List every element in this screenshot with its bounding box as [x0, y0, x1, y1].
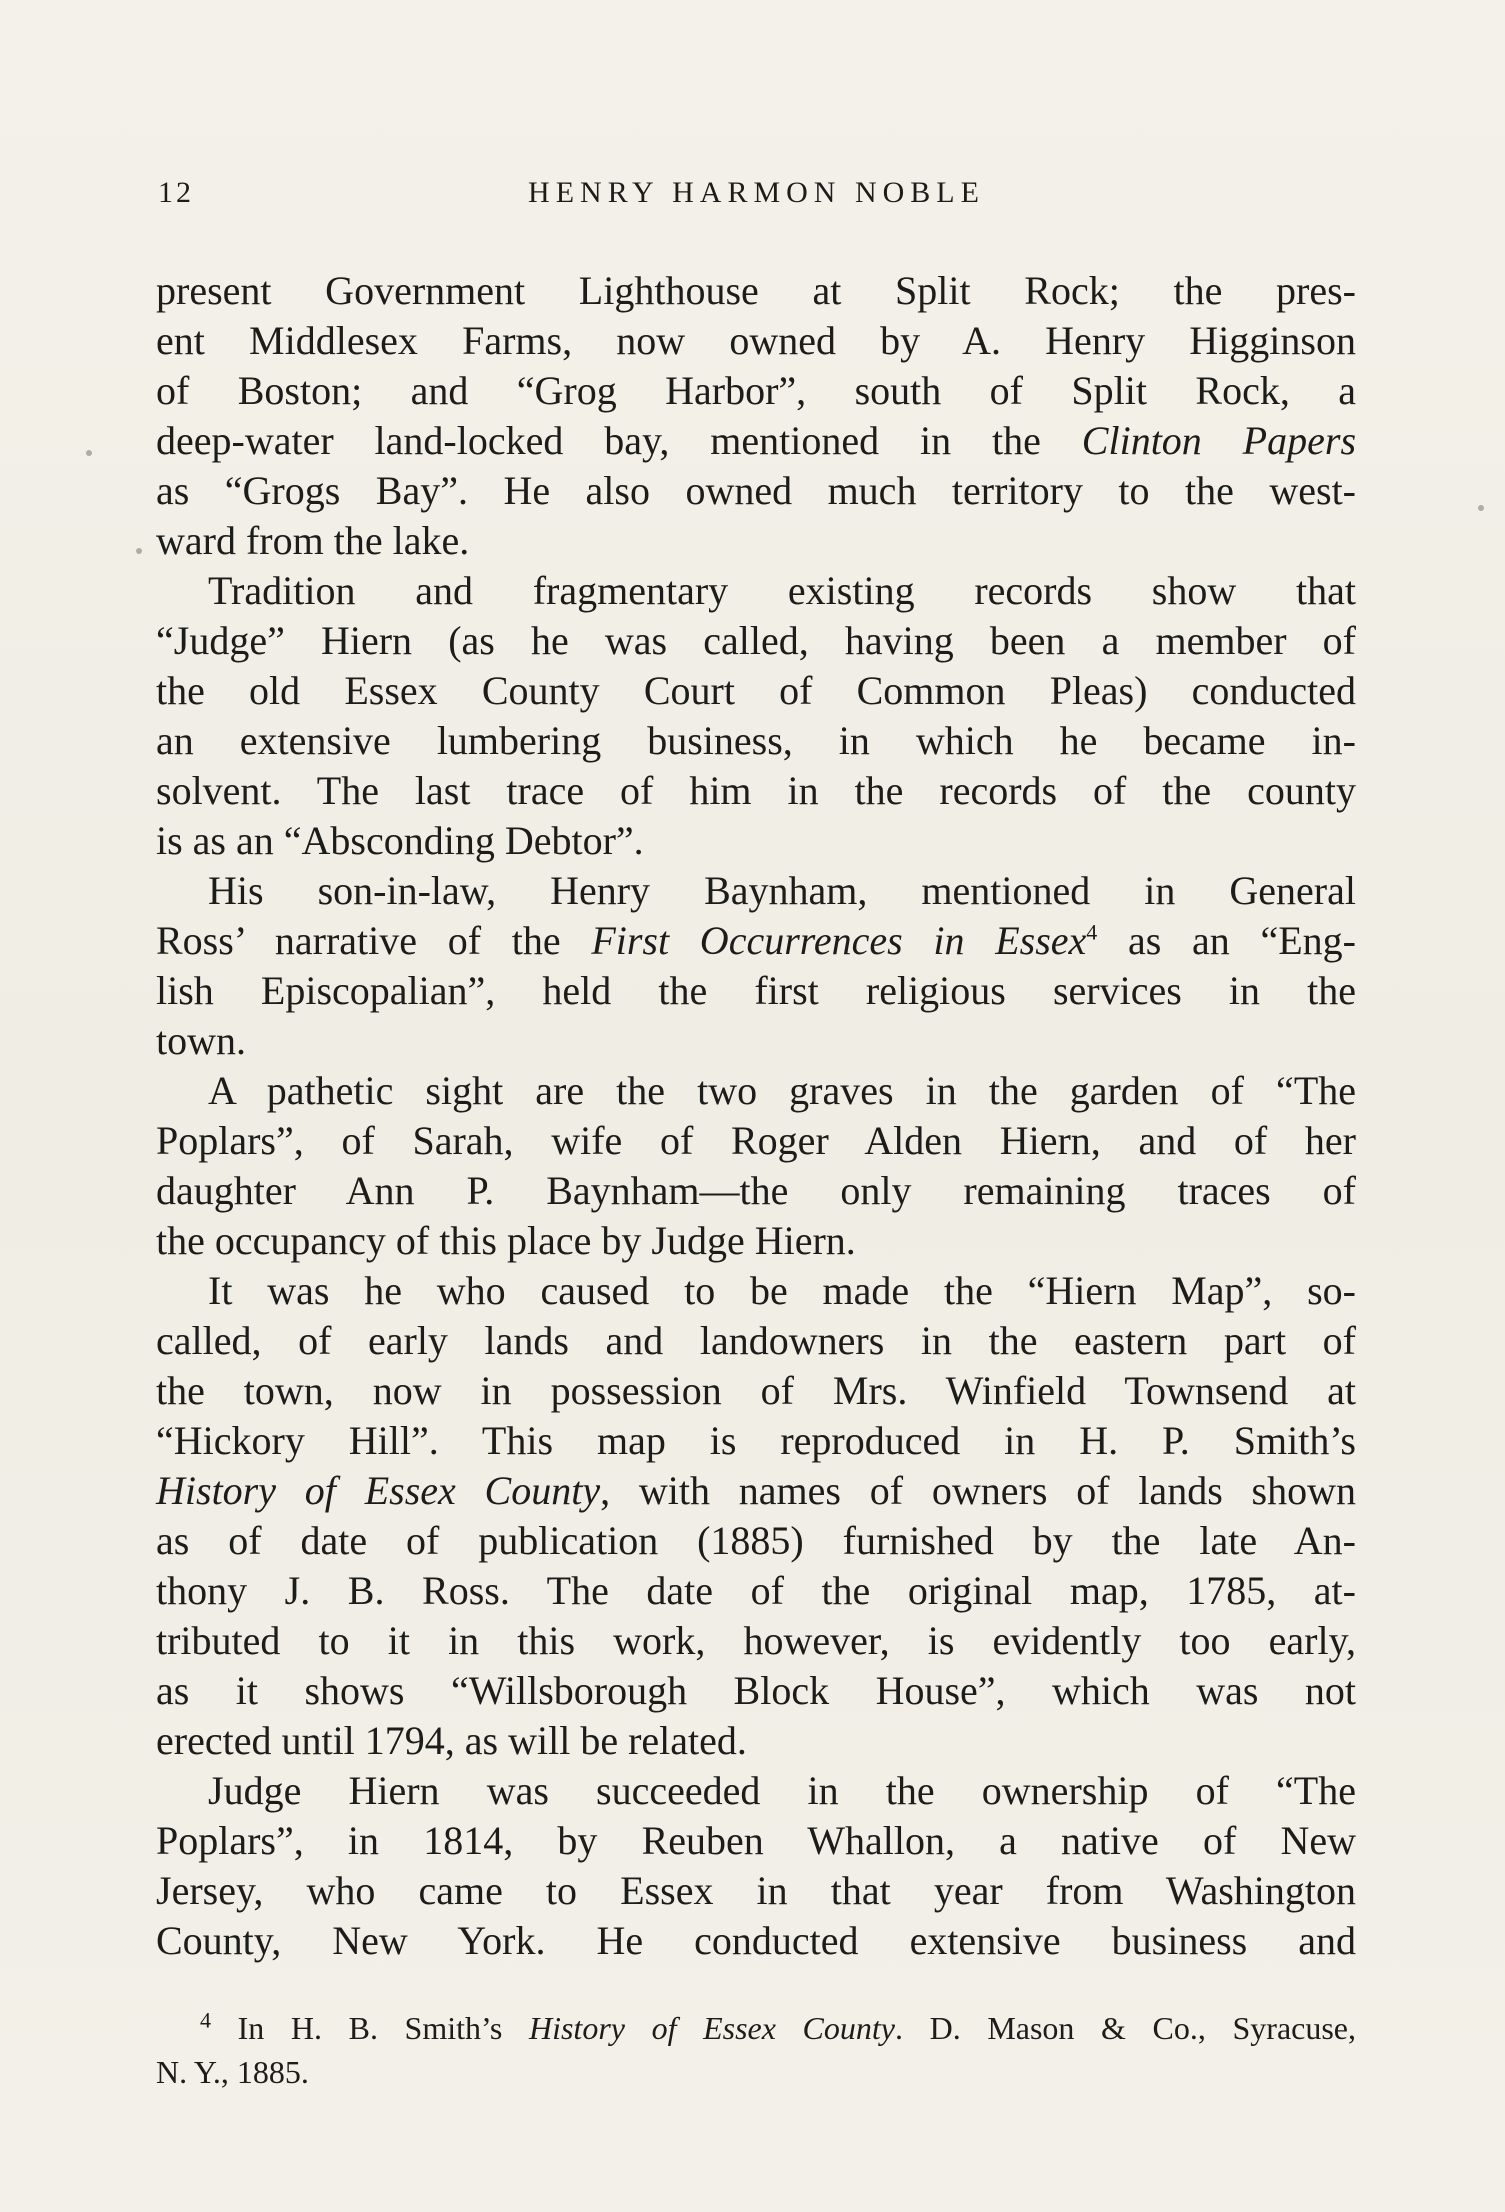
text-line: erected until 1794, as will be related. — [156, 1718, 747, 1763]
footnote-marker: 4 — [1086, 919, 1098, 945]
text-line: of Boston; and “Grog Harbor”, south of Split Rock, a — [156, 368, 1356, 413]
text-line: ward from the lake. — [156, 518, 470, 563]
text-line: an extensive lumbering business, in which he became in- — [156, 718, 1356, 763]
text-line: as it shows “Willsborough Block House”, which was not — [156, 1668, 1356, 1713]
page-header — [158, 176, 1355, 220]
text-line: the town, now in possession of Mrs. Winfield Townsend at — [156, 1368, 1356, 1413]
text-line: the occupancy of this place by Judge Hiern. — [156, 1218, 856, 1263]
footnote-marker: 4 — [200, 2007, 211, 2033]
text-line: County, New York. He conducted extensive business and — [156, 1918, 1356, 1963]
text-line — [156, 1466, 1356, 1516]
text-line: thony J. B. Ross. The date of the original map, 1785, at- — [156, 1568, 1356, 1613]
text-run: Ross’ narrative of the — [156, 918, 592, 963]
text-line: town. — [156, 1018, 246, 1063]
italic-title: Clinton Papers — [1081, 418, 1357, 463]
paper-speck — [86, 450, 92, 456]
italic-title: First Occurrences in Essex — [591, 918, 1087, 963]
text-line — [156, 416, 1356, 466]
text-line: ent Middlesex Farms, now owned by A. Henry Higginson — [156, 318, 1356, 363]
body-text — [156, 266, 1356, 1966]
text-line: It was he who caused to be made the “Hiern Map”, so- — [208, 1268, 1356, 1313]
text-run: In H. B. Smith’s — [211, 2010, 529, 2046]
text-line — [156, 916, 1356, 966]
text-line: lish Episcopalian”, held the first religious services in the — [156, 968, 1356, 1013]
text-line: “Hickory Hill”. This map is reproduced in H. P. Smith’s — [156, 1418, 1356, 1463]
text-run: deep-water land-locked bay, mentioned in the — [156, 418, 1082, 463]
text-line: A pathetic sight are the two graves in the garden of “The — [208, 1068, 1356, 1113]
text-line: Poplars”, of Sarah, wife of Roger Alden Hiern, and of her — [156, 1118, 1356, 1163]
text-line: as of date of publication (1885) furnished by the late An- — [156, 1518, 1356, 1563]
text-line: solvent. The last trace of him in the records of the county — [156, 768, 1356, 813]
italic-title: History of Essex County — [156, 1468, 601, 1513]
footnote-line — [156, 2006, 1356, 2050]
text-line: the old Essex County Court of Common Pleas) conducted — [156, 668, 1356, 713]
text-line: Tradition and fragmentary existing records show that — [208, 568, 1356, 613]
text-line: daughter Ann P. Baynham—the only remaining traces of — [156, 1168, 1356, 1213]
text-line: Judge Hiern was succeeded in the ownership of “The — [208, 1768, 1356, 1813]
text-run: as an “Eng- — [1097, 918, 1356, 963]
text-run: , with names of owners of lands shown — [600, 1468, 1356, 1513]
text-line: is as an “Absconding Debtor”. — [156, 818, 644, 863]
paper-speck — [136, 548, 142, 554]
running-head: HENRY HARMON NOBLE — [528, 176, 985, 209]
text-line: present Government Lighthouse at Split Rock; the pres- — [156, 268, 1356, 313]
text-line: His son-in-law, Henry Baynham, mentioned in General — [208, 868, 1356, 913]
page-number: 12 — [158, 176, 194, 209]
text-line: called, of early lands and landowners in the eastern part of — [156, 1318, 1356, 1363]
text-line: Poplars”, in 1814, by Reuben Whallon, a native of New — [156, 1818, 1356, 1863]
text-run: . D. Mason & Co., Syracuse, — [894, 2010, 1356, 2046]
text-line: as “Grogs Bay”. He also owned much territory to the west- — [156, 468, 1356, 513]
footnote — [156, 2006, 1356, 2094]
text-line: tributed to it in this work, however, is evidently too early, — [156, 1618, 1356, 1663]
italic-title: History of Essex County — [528, 2010, 895, 2046]
text-line: “Judge” Hiern (as he was called, having been a member of — [156, 618, 1356, 663]
footnote-line: N. Y., 1885. — [156, 2054, 309, 2090]
paper-speck — [1478, 505, 1484, 511]
text-line: Jersey, who came to Essex in that year from Washington — [156, 1868, 1356, 1913]
